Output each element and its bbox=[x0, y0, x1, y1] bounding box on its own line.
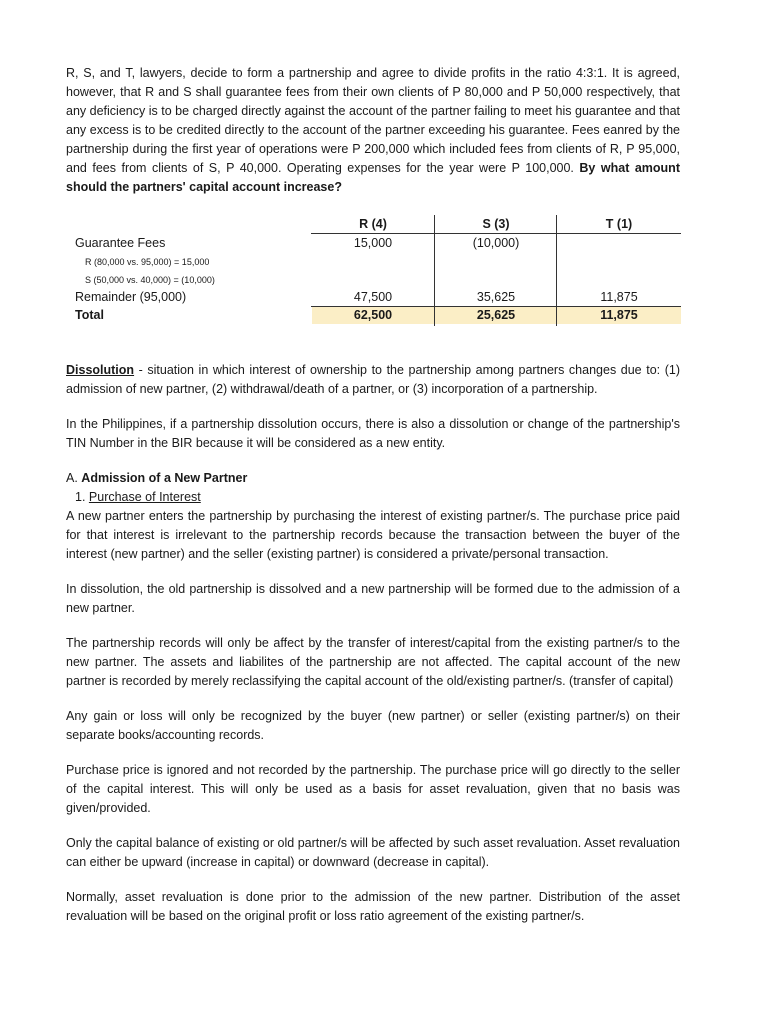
header-t: T (1) bbox=[605, 217, 633, 231]
item-title: Purchase of Interest bbox=[88, 490, 201, 504]
remainder-t: 11,875 bbox=[600, 290, 638, 304]
header-r: R (4) bbox=[359, 217, 387, 231]
section-a-prefix: A. bbox=[66, 471, 82, 485]
total-r: 62,500 bbox=[353, 308, 393, 322]
section-a-title: Admission of a New Partner bbox=[81, 471, 248, 485]
total-t: 11,875 bbox=[600, 308, 638, 322]
total-label: Total bbox=[75, 308, 104, 322]
body-paragraph-7: Normally, asset revaluation is done prior to the admission of the new partner. Distribution of the asset revaluation will be based on the original profit or loss ratio agreement of the existing partner/s. bbox=[66, 890, 680, 923]
remainder-label: Remainder (95,000) bbox=[75, 290, 187, 304]
body-paragraph-6: Only the capital balance of existing or old partner/s will be affected by such asset revaluation. Asset revaluation can either be upward (increase in capital) or downward (decrease in capital). bbox=[66, 836, 680, 869]
total-s: 25,625 bbox=[476, 308, 516, 322]
dissolution-text: - situation in which interest of ownership to the partnership among partners changes due to: (1) admission of new partner, (2) withdrawal/death of a partner, or (3) incorporation of a partnership. bbox=[66, 363, 680, 396]
body-paragraph-2: In dissolution, the old partnership is dissolved and a new partnership will be formed due to the admission of a new partner. bbox=[66, 582, 680, 615]
body-paragraph-5: Purchase price is ignored and not recorded by the partnership. The purchase price will go directly to the seller of the capital interest. This will only be used as a basis for asset revaluation, given that no basis was given/provided. bbox=[66, 763, 680, 815]
header-s: S (3) bbox=[482, 217, 510, 231]
guarantee-r-note: R (80,000 vs. 95,000) = 15,000 bbox=[85, 257, 210, 267]
dissolution-paragraph bbox=[66, 361, 680, 399]
guarantee-s-value: (10,000) bbox=[472, 236, 520, 250]
document-page bbox=[66, 64, 680, 926]
guarantee-fees-label: Guarantee Fees bbox=[75, 236, 166, 250]
body-paragraph-4: Any gain or loss will only be recognized by the buyer (new partner) or seller (existing partner/s) on their separate books/accounting records. bbox=[66, 709, 680, 742]
section-a-item-1 bbox=[66, 488, 680, 507]
body-paragraph-3: The partnership records will only be affect by the transfer of interest/capital from the existing partner/s to the new partner. The assets and liabilites of the partnership are not affected. The capital account of the new partner is recorded by merely reclassifying the capital account of the old/existing partner/s. (transfer of capital) bbox=[66, 636, 680, 688]
remainder-s: 35,625 bbox=[476, 290, 516, 304]
dissolution-term: Dissolution bbox=[66, 363, 135, 377]
problem-question: By what amount should the partners' capital account increase? bbox=[66, 161, 680, 194]
guarantee-fees-table bbox=[66, 215, 680, 327]
guarantee-s-note: S (50,000 vs. 40,000) = (10,000) bbox=[85, 275, 215, 285]
philippines-paragraph: In the Philippines, if a partnership dissolution occurs, there is also a dissolution or change of the partnership's TIN Number in the BIR because it will be considered as a new entity. bbox=[66, 417, 680, 450]
remainder-r: 47,500 bbox=[353, 290, 393, 304]
problem-text: R, S, and T, lawyers, decide to form a partnership and agree to divide profits in the ratio 4:3:1. It is agreed, however, that R and S shall guarantee fees from their own clients of P 80,000 and P 50,000 respectively, that any deficiency is to be charged directly against the account of the partner failing to meet his guarantee and that any excess is to be credited directly to the account of the partner exceeding his guarantee. Fees eanred by the partnership during the first year of operations were P 200,000 which included fees from clients of R, P 95,000, and fees from clients of S, P 40,000. Operating expenses for the year were P 100,000. bbox=[66, 66, 680, 175]
problem-statement bbox=[66, 64, 680, 197]
body-paragraph-1: A new partner enters the partnership by purchasing the interest of existing partner/s. The purchase price paid for that interest is irrelevant to the partnership records because the transaction between the buyer of the interest (new partner) and the seller (existing partner) is considered a private/personal transaction. bbox=[66, 509, 680, 561]
section-a-heading bbox=[66, 469, 680, 488]
item-number: 1. bbox=[75, 490, 89, 504]
guarantee-r-value: 15,000 bbox=[353, 236, 393, 250]
